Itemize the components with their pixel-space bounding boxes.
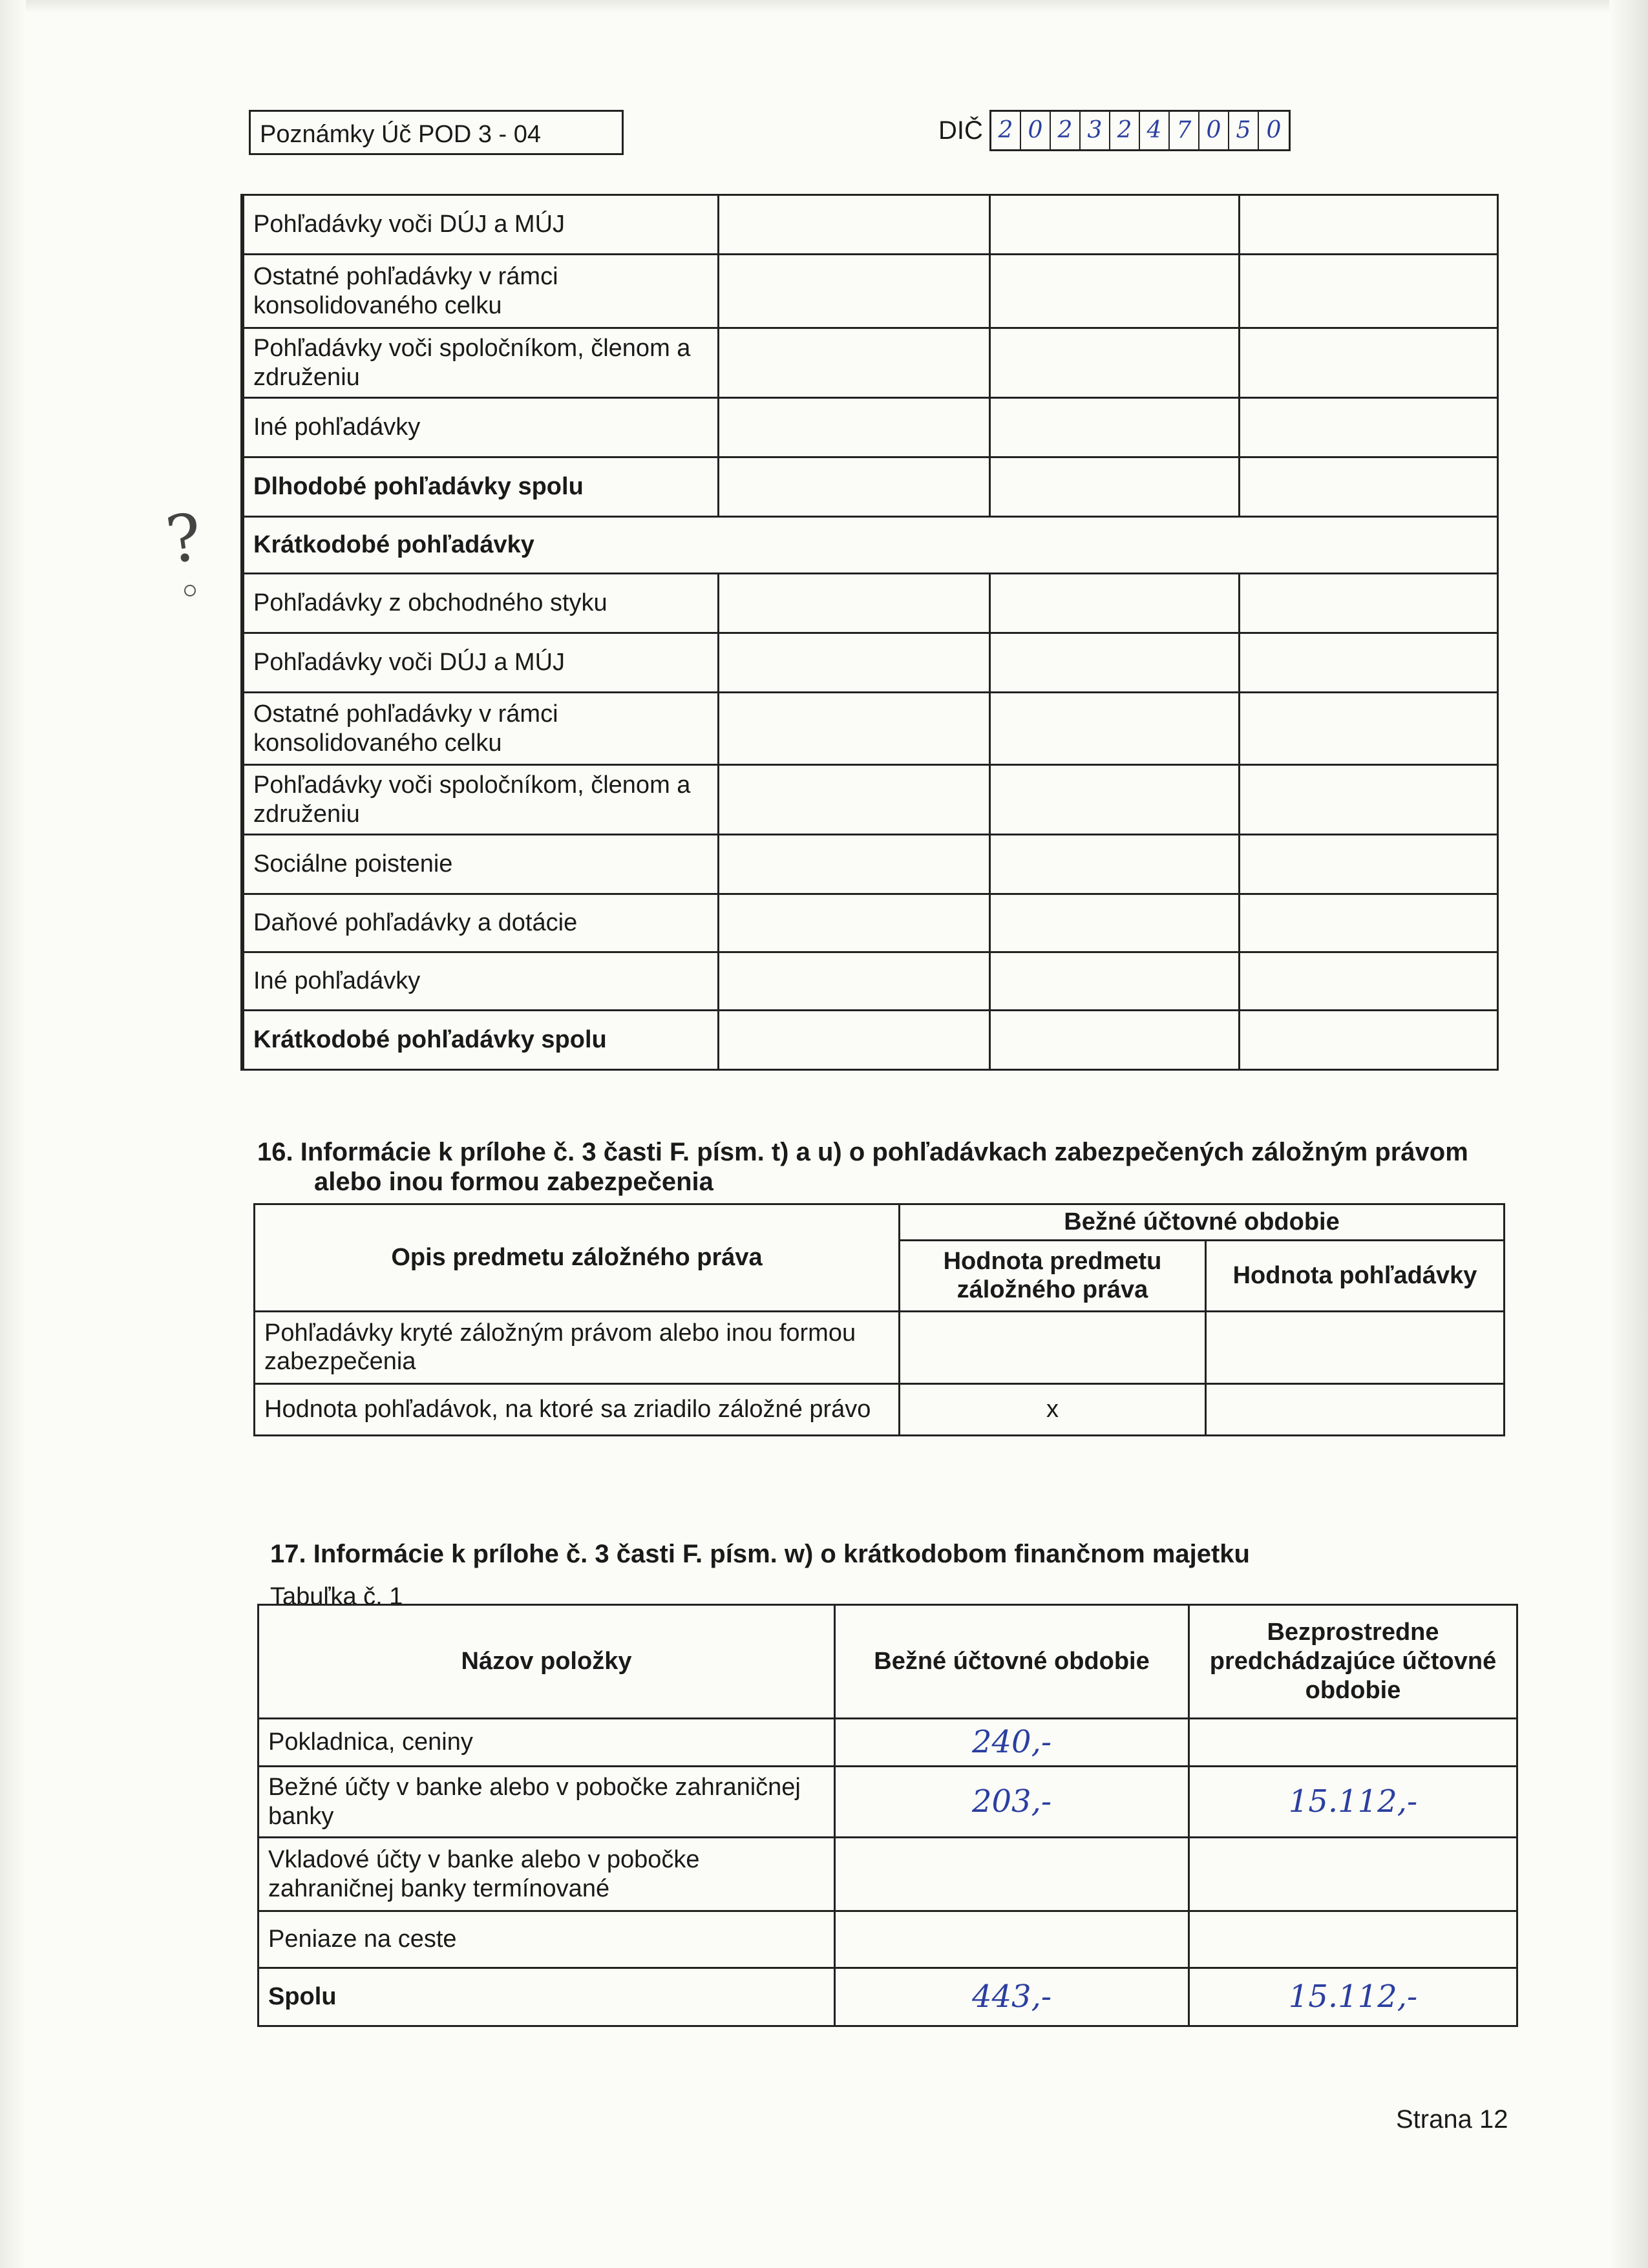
tax-id-digit: 5 <box>1229 112 1259 149</box>
row-label: Vkladové účty v banke alebo v pobočke zahraničnej banky termínované <box>259 1838 835 1911</box>
table-row-total <box>242 1011 1497 1070</box>
value-cell[interactable] <box>989 398 1239 457</box>
table-header-row <box>259 1605 1517 1719</box>
row-label: Bežné účty v banke alebo v pobočke zahraničnej banky <box>259 1767 835 1838</box>
value-cell[interactable] <box>989 952 1239 1011</box>
tax-id-field <box>938 111 1291 150</box>
row-label: Daňové pohľadávky a dotácie <box>242 894 718 952</box>
value-cell[interactable] <box>989 765 1239 835</box>
row-label: Pohľadávky voči DÚJ a MÚJ <box>242 633 718 693</box>
value-cell[interactable] <box>1206 1311 1505 1383</box>
scan-edge-top <box>0 0 1648 13</box>
value-cell[interactable] <box>718 457 989 517</box>
margin-dot <box>184 585 196 596</box>
row-label: Sociálne poistenie <box>242 835 718 894</box>
row-label: Pokladnica, ceniny <box>259 1719 835 1767</box>
column-header: Bežné účtovné obdobie <box>835 1605 1189 1719</box>
value-cell[interactable] <box>1239 693 1497 765</box>
value-cell[interactable] <box>989 255 1239 328</box>
table-row <box>242 894 1497 952</box>
value-cell[interactable] <box>718 255 989 328</box>
value-cell[interactable] <box>1189 1911 1517 1968</box>
row-label: Pohľadávky z obchodného styku <box>242 574 718 633</box>
value-cell[interactable] <box>835 1838 1189 1911</box>
section-heading-row <box>242 517 1497 574</box>
value-cell[interactable] <box>718 398 989 457</box>
value-cell[interactable] <box>718 195 989 255</box>
value-cell[interactable] <box>989 693 1239 765</box>
table-caption: Tabuľka č. 1 <box>270 1583 403 1610</box>
value-cell[interactable] <box>989 835 1239 894</box>
pledge-table <box>253 1203 1505 1436</box>
column-header: Hodnota predmetu záložného práva <box>900 1240 1206 1311</box>
value-cell[interactable] <box>1239 894 1497 952</box>
table-row <box>242 693 1497 765</box>
row-label: Spolu <box>259 1968 835 2026</box>
column-header: Opis predmetu záložného práva <box>255 1204 900 1312</box>
table-row <box>255 1383 1505 1435</box>
value-cell[interactable] <box>989 1011 1239 1070</box>
table-row <box>259 1767 1517 1838</box>
tax-id-boxes <box>989 110 1291 151</box>
table-row <box>259 1838 1517 1911</box>
value-cell[interactable] <box>1239 835 1497 894</box>
value-cell[interactable]: x <box>900 1383 1206 1435</box>
tax-id-digit: 0 <box>1021 112 1051 149</box>
tax-id-digit: 0 <box>1199 112 1229 149</box>
table-row <box>255 1311 1505 1383</box>
tax-id-digit: 0 <box>1266 117 1282 143</box>
tax-id-label: DIČ <box>938 116 983 145</box>
value-cell[interactable] <box>1239 574 1497 633</box>
row-label: Peniaze na ceste <box>259 1911 835 1968</box>
value-cell[interactable] <box>989 195 1239 255</box>
value-cell[interactable] <box>1239 1011 1497 1070</box>
row-label: Pohľadávky kryté záložným právom alebo inou formou zabezpečenia <box>255 1311 900 1383</box>
table-row <box>259 1911 1517 1968</box>
value-cell[interactable] <box>1239 457 1497 517</box>
row-label: Iné pohľadávky <box>242 398 718 457</box>
value-cell[interactable] <box>1189 1838 1517 1911</box>
value-cell[interactable] <box>718 894 989 952</box>
table-row <box>242 398 1497 457</box>
value-cell[interactable] <box>989 633 1239 693</box>
table-row <box>242 952 1497 1011</box>
value-cell[interactable] <box>718 574 989 633</box>
row-label: Dlhodobé pohľadávky spolu <box>242 457 718 517</box>
section-16-title-text: 16. Informácie k prílohe č. 3 časti F. písm. t) a u) o pohľadávkach zabezpečených záložným právom alebo inou formou zabezpečenia <box>257 1138 1468 1196</box>
receivables-table <box>240 194 1499 1071</box>
value-cell[interactable] <box>1239 633 1497 693</box>
table-row-total <box>259 1968 1517 2026</box>
row-label: Krátkodobé pohľadávky spolu <box>242 1011 718 1070</box>
row-label: Hodnota pohľadávok, na ktoré sa zriadilo záložné právo <box>255 1383 900 1435</box>
column-header: Bežné účtovné obdobie <box>900 1204 1505 1241</box>
value-cell[interactable]: 15.112,- <box>1189 1968 1517 2026</box>
value-cell[interactable] <box>718 765 989 835</box>
row-label: Ostatné pohľadávky v rámci konsolidovaného celku <box>242 693 718 765</box>
value-cell[interactable] <box>718 952 989 1011</box>
value-cell[interactable]: 443,- <box>835 1968 1189 2026</box>
column-header: Hodnota pohľadávky <box>1206 1240 1505 1311</box>
value-cell[interactable] <box>1239 398 1497 457</box>
section-17-title: 17. Informácie k prílohe č. 3 časti F. písm. w) o krátkodobom finančnom majetku <box>270 1540 1250 1568</box>
table-header-row <box>255 1204 1505 1241</box>
table-row <box>242 835 1497 894</box>
value-cell[interactable] <box>718 835 989 894</box>
section-16-title <box>257 1137 1498 1197</box>
value-cell[interactable] <box>989 574 1239 633</box>
table-row <box>242 195 1497 255</box>
value-cell[interactable] <box>1239 328 1497 398</box>
margin-question-mark: ? <box>162 498 207 579</box>
page-number: Strana 12 <box>1396 2105 1508 2134</box>
tax-id-digit: 2 <box>1110 112 1140 149</box>
column-header: Názov položky <box>259 1605 835 1719</box>
tax-id-digit: 2 <box>991 112 1021 149</box>
scan-edge-right <box>1609 0 1648 2268</box>
value-cell[interactable] <box>718 328 989 398</box>
scan-edge-left <box>0 0 26 2268</box>
value-cell[interactable] <box>989 457 1239 517</box>
row-label: Pohľadávky voči DÚJ a MÚJ <box>242 195 718 255</box>
form-title-box: Poznámky Úč POD 3 - 04 <box>249 110 624 155</box>
value-cell[interactable] <box>989 328 1239 398</box>
value-cell[interactable] <box>718 693 989 765</box>
table-row <box>242 328 1497 398</box>
table-row <box>242 633 1497 693</box>
value-cell[interactable]: 203,- <box>835 1767 1189 1838</box>
column-header: Bezprostredne predchádzajúce účtovné obdobie <box>1189 1605 1517 1719</box>
financial-assets-table <box>257 1604 1518 2027</box>
value-cell[interactable]: 15.112,- <box>1189 1767 1517 1838</box>
value-cell[interactable] <box>1239 952 1497 1011</box>
value-cell[interactable] <box>1239 765 1497 835</box>
row-label: Ostatné pohľadávky v rámci konsolidovaného celku <box>242 255 718 328</box>
value-cell[interactable] <box>718 1011 989 1070</box>
value-cell[interactable] <box>1189 1719 1517 1767</box>
value-cell[interactable]: 240,- <box>835 1719 1189 1767</box>
tax-id-digit: 3 <box>1081 112 1110 149</box>
table-row-total <box>242 457 1497 517</box>
tax-id-digit: 4 <box>1140 112 1170 149</box>
value-cell[interactable] <box>835 1911 1189 1968</box>
value-cell[interactable] <box>1206 1383 1505 1435</box>
tax-id-digit: 2 <box>1051 112 1081 149</box>
table-row <box>242 255 1497 328</box>
table-row <box>242 765 1497 835</box>
value-cell[interactable] <box>1239 255 1497 328</box>
value-cell[interactable] <box>989 894 1239 952</box>
value-cell[interactable] <box>718 633 989 693</box>
short-term-heading: Krátkodobé pohľadávky <box>242 517 1497 574</box>
row-label: Pohľadávky voči spoločníkom, členom a združeniu <box>242 328 718 398</box>
tax-id-digit: 7 <box>1170 112 1199 149</box>
table-row <box>259 1719 1517 1767</box>
value-cell[interactable] <box>900 1311 1206 1383</box>
table-row <box>242 574 1497 633</box>
value-cell[interactable] <box>1239 195 1497 255</box>
row-label: Pohľadávky voči spoločníkom, členom a združeniu <box>242 765 718 835</box>
row-label: Iné pohľadávky <box>242 952 718 1011</box>
